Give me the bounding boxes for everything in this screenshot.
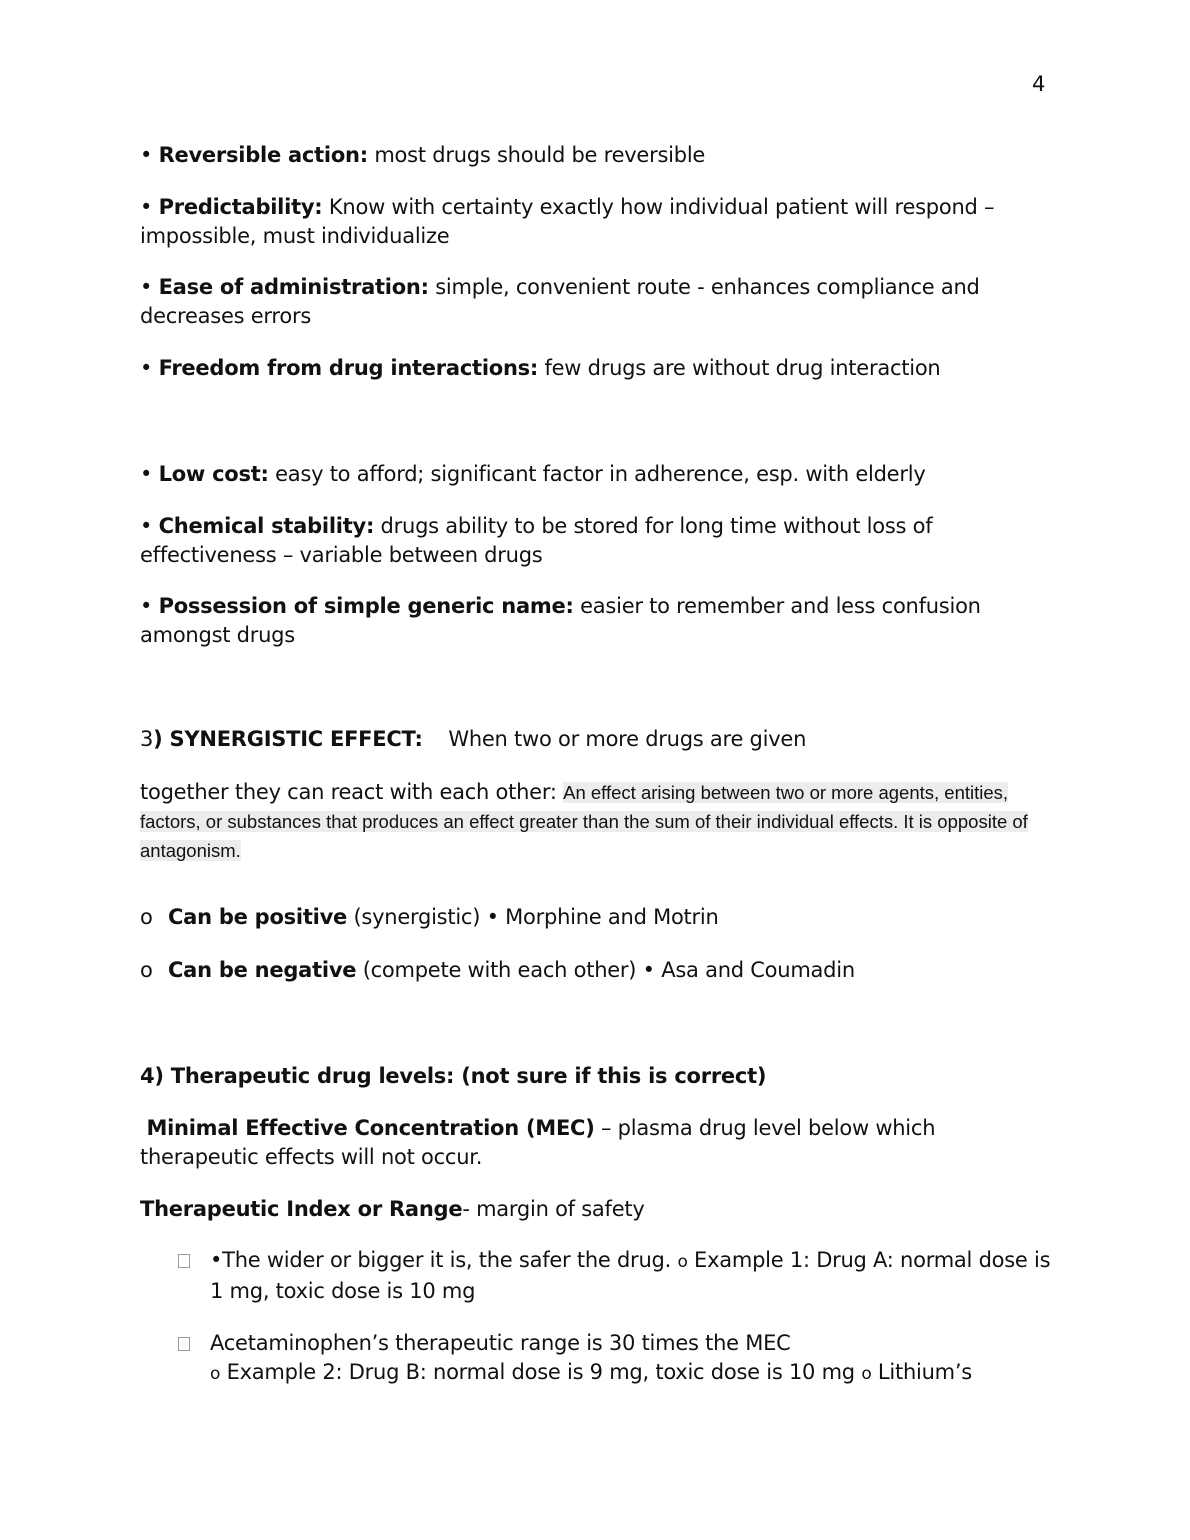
circle-bullet: o [210,1364,221,1384]
circle-bullet: o [677,1252,688,1272]
mec-definition [140,1114,1055,1172]
bullet: • [140,462,153,486]
definition-lead: together they can react with each other: [140,780,557,804]
property-desc: Know with certainty exactly how individual patient will respond – impossible, must individualize [140,195,995,248]
property-predictability [140,193,1055,251]
synergistic-heading [140,725,1055,754]
property-freedom-from-interactions [140,354,1055,383]
therapeutic-index [140,1195,1055,1224]
property-generic-name [140,592,1055,650]
property-low-cost [140,460,1055,489]
item-desc: (synergistic) • Morphine and Motrin [353,905,719,929]
synergy-item-negative [140,956,1055,985]
bullet: • [140,143,153,167]
property-desc: drugs ability to be stored for long time without loss of effectiveness – variable between drugs [140,514,933,567]
therapeutic-heading: 4) Therapeutic drug levels: (not sure if this is correct) [140,1064,767,1088]
item-term: Can be positive [168,905,348,929]
bullet-text: •The wider or bigger it is, the safer the drug. [210,1248,672,1272]
property-chemical-stability [140,512,1055,570]
example-line [210,1358,1060,1389]
mec-term: Minimal Effective Concentration (MEC) [146,1116,595,1140]
mec-desc: – plasma drug level below which therapeutic effects will not occur. [140,1116,936,1169]
synergistic-definition [140,778,1055,865]
item-term: Can be negative [168,958,357,982]
property-term: Freedom from drug interactions: [158,356,539,380]
bullet: • [140,275,153,299]
example-text: Example 1: Drug A: normal dose is 1 mg, toxic dose is 10 mg [210,1248,1051,1303]
index-term: Therapeutic Index or Range [140,1197,463,1221]
circle-bullet: o [140,958,153,982]
continuation-text: Lithium’s [877,1360,972,1384]
circle-bullet: o [140,905,153,929]
item-desc: (compete with each other) • Asa and Coumadin [362,958,855,982]
synergy-item-positive [140,903,1055,932]
therapeutic-bullet-1 [210,1246,1060,1306]
property-term: Ease of administration: [158,275,429,299]
property-reversible-action [140,141,1055,170]
property-desc: easier to remember and less confusion amongst drugs [140,594,981,647]
property-term: Possession of simple generic name: [158,594,574,618]
example-text: Example 2: Drug B: normal dose is 9 mg, toxic dose is 10 mg [226,1360,855,1384]
therapeutic-bullet-2 [210,1329,1060,1389]
checkbox-glyph-icon [178,1337,190,1351]
property-desc: most drugs should be reversible [374,143,706,167]
index-desc: - margin of safety [462,1197,645,1221]
property-desc: easy to afford; significant factor in adherence, esp. with elderly [275,462,926,486]
circle-bullet: o [861,1364,872,1384]
property-term: Predictability: [158,195,323,219]
bullet-text: Acetaminophen’s therapeutic range is 30 times the MEC [210,1331,791,1355]
property-term: Reversible action: [158,143,368,167]
property-term: Low cost: [158,462,269,486]
highlighted-definition: An effect arising between two or more agents, entities, factors, or substances that produces an effect greater than the sum of their individual effects. It is opposite of antagonism. [140,782,1028,861]
property-ease-of-administration [140,273,1055,331]
bullet: • [140,356,153,380]
property-desc: few drugs are without drug interaction [544,356,941,380]
property-desc: simple, convenient route - enhances compliance and decreases errors [140,275,980,328]
page-number: 4 [1032,72,1046,96]
property-term: Chemical stability: [158,514,375,538]
checkbox-glyph-icon [178,1254,190,1268]
section-title: ) SYNERGISTIC EFFECT: [153,727,423,751]
bullet: • [140,195,153,219]
section-number: 3 [140,727,154,751]
bullet: • [140,594,153,618]
section-intro: When two or more drugs are given [448,727,807,751]
bullet: • [140,514,153,538]
